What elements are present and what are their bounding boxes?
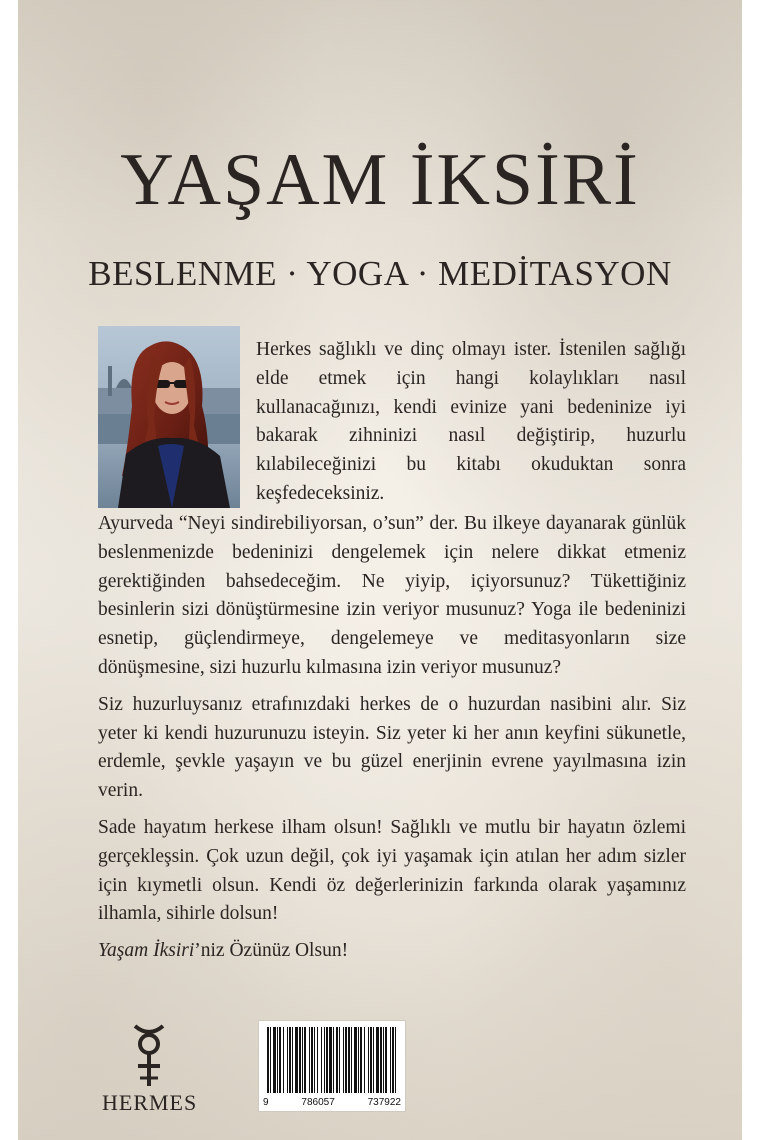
barcode-bar [339, 1027, 340, 1093]
book-subtitle: BESLENME · YOGA · MEDİTASYON [88, 254, 672, 293]
barcode-bar [376, 1027, 379, 1093]
barcode-bar [292, 1027, 293, 1093]
closing-italic: Yaşam İksiri [98, 940, 195, 962]
body-text [98, 510, 686, 966]
barcode-bar [317, 1027, 318, 1093]
barcode-bar [333, 1027, 334, 1093]
barcode-bar [345, 1027, 347, 1093]
closing-line [98, 937, 686, 966]
book-back-cover [18, 0, 742, 1140]
barcode-bar [287, 1027, 288, 1093]
book-title: YAŞAM İKSİRİ [120, 139, 640, 221]
barcode-bar [304, 1027, 306, 1093]
closing-rest: ’niz Özünüz Olsun! [194, 940, 349, 962]
intro-paragraph: Herkes sağlıklı ve dinç olmayı ister. İstenilen sağlığı elde etmek için hangi kolaylıkları nasıl kullanacağınızı, kendi evinize yani bedeninize iyi bakarak zihninizi nasıl değiştirip, huzurlu kılabileceğinizi bu kitabı okuduktan sonra keşfedeceksiniz. [256, 339, 686, 504]
barcode-bar [343, 1027, 344, 1093]
barcode-bar [392, 1027, 394, 1093]
barcode-bar [273, 1027, 276, 1093]
barcode-bar [368, 1027, 369, 1093]
paragraph-sade-hayat: Sade hayatım herkese ilham olsun! Sağlıklı ve mutlu bir hayatın özlemi gerçekleşsin. Çok uzun değil, çok iyi yaşamak için atılan her adım sizler için kıymetli olsun. Kendi öz değerlerinizin farkında olarak yaşamınız ilhamla, sihirle dolsun! [98, 816, 686, 925]
author-photo [98, 326, 240, 508]
barcode-bar [270, 1027, 271, 1093]
barcode-bar [314, 1027, 315, 1093]
barcode-bar [354, 1027, 357, 1093]
barcode-bar [321, 1027, 322, 1093]
barcode-bar [370, 1027, 372, 1093]
intro-text [256, 336, 686, 509]
barcode-bar [279, 1027, 281, 1093]
barcode-bar [329, 1027, 332, 1093]
barcode-digit-group-2: 737922 [367, 1097, 401, 1108]
barcode-bar [373, 1027, 374, 1093]
barcode-bar [358, 1027, 359, 1093]
barcode-bar [348, 1027, 350, 1093]
barcode-bar [395, 1027, 396, 1093]
barcode-bar [277, 1027, 278, 1093]
barcode-bar [309, 1027, 310, 1093]
barcode-bar [326, 1027, 328, 1093]
publisher-name: HERMES [102, 1090, 198, 1115]
publisher-logo [102, 1020, 196, 1120]
paragraph-ayurveda: Ayurveda “Neyi sindirebiliyorsan, o’sun” der. Bu ilkeye dayanarak günlük beslenmenizde bedeninizi dengelemek için nelere dikkat etmeniz gerektiğinden bahsedeceğim. Ne yiyip, içiyorsunuz? Tükettiğiniz besinlerin sizi dönüştürmesine izin veriyor musunuz? Yoga ile bedeninizi esnetip, güçlendirmeye, dengelemeye ve meditasyonların size dönüşmesine, sizi huzurlu kılmasına izin veriyor musunuz? [98, 513, 686, 678]
barcode-bar [302, 1027, 303, 1093]
barcode-bar [380, 1027, 382, 1093]
barcode-bar [385, 1027, 387, 1093]
barcode-digit-prefix: 9 [263, 1097, 269, 1108]
barcode-bar [299, 1027, 301, 1093]
barcode-digit-group-1: 786057 [301, 1097, 335, 1108]
isbn-barcode [258, 1020, 406, 1112]
barcode-bar [351, 1027, 352, 1093]
barcode-bar [295, 1027, 298, 1093]
barcode-bar [324, 1027, 325, 1093]
barcode-bar [336, 1027, 338, 1093]
barcode-bar [283, 1027, 284, 1093]
barcode-bar [383, 1027, 384, 1093]
barcode-bar [311, 1027, 313, 1093]
barcode-bar [360, 1027, 362, 1093]
barcode-bars [259, 1021, 405, 1097]
barcode-bar [267, 1027, 269, 1093]
barcode-bar [364, 1027, 365, 1093]
hermes-symbol-icon [102, 1020, 196, 1090]
barcode-bar [289, 1027, 291, 1093]
barcode-bar [390, 1027, 391, 1093]
barcode-digits [263, 1097, 401, 1108]
paragraph-huzur: Siz huzurluysanız etrafınızdaki herkes de o huzurdan nasibini alır. Siz yeter ki kendi huzurunuzu isteyin. Siz yeter ki her anın keyfini sükunetle, erdemle, şevkle yaşayın ve bu güzel enerjinin evrene yayılmasına izin verin. [98, 693, 686, 802]
